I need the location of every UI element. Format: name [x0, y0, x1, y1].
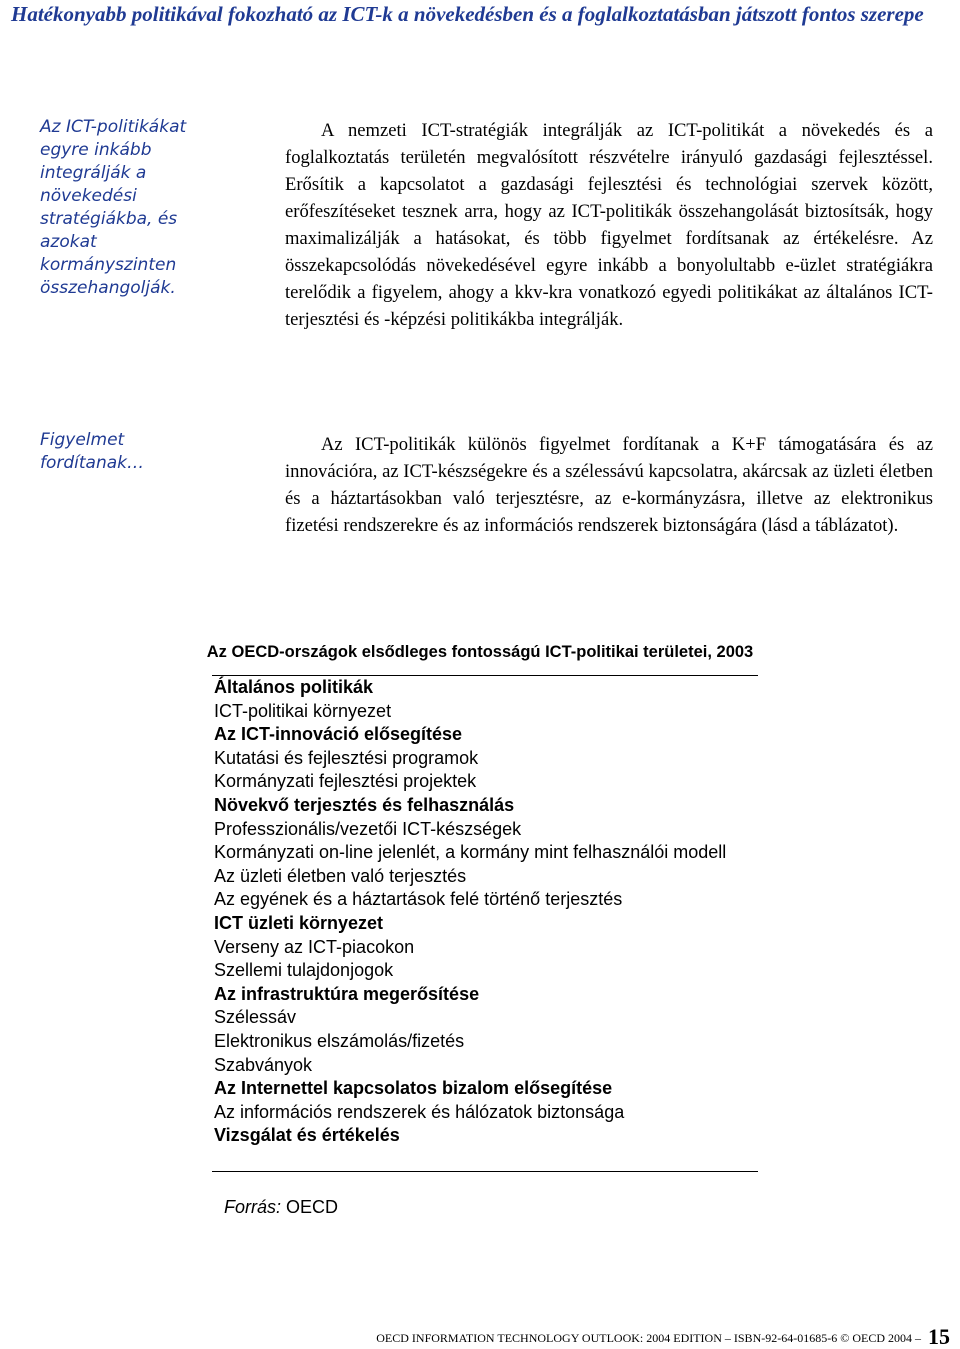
table-row: Verseny az ICT-piacokon: [214, 936, 415, 957]
table-source: [224, 1195, 338, 1219]
source-value: OECD: [286, 1197, 339, 1217]
table-row: Szabványok: [214, 1054, 313, 1075]
table-section-heading: ICT üzleti környezet: [214, 912, 384, 933]
footer-text: OECD INFORMATION TECHNOLOGY OUTLOOK: 2004 EDITION – ISBN-92-64-01685-6 © OECD 2004 –: [376, 1331, 921, 1345]
table-row: Szellemi tulajdonjogok: [214, 960, 394, 981]
table-section-heading: Az ICT-innováció elősegítése: [214, 724, 463, 745]
table-row: Kormányzati fejlesztési projektek: [214, 771, 477, 792]
table-row: Szélessáv: [214, 1007, 297, 1028]
policy-table: [214, 676, 774, 1148]
margin-note-attention: Figyelmet fordítanak…: [40, 430, 145, 473]
table-section-heading: Az infrastruktúra megerősítése: [214, 983, 480, 1004]
table-caption: Az OECD-országok elsődleges fontosságú ICT-politikai területei, 2003: [206, 643, 754, 661]
page-footer: [376, 1324, 950, 1349]
table-row: Professzionális/vezetői ICT-készségek: [214, 818, 522, 839]
table-row: Kormányzati on-line jelenlét, a kormány mint felhasználói modell: [214, 842, 727, 863]
table-row: ICT-politikai környezet: [214, 700, 392, 721]
body-paragraph: A nemzeti ICT-stratégiák integrálják az ICT-politikát a növekedés és a foglalkoztatás területén megvalósított részvételre irányuló gazdasági fejlesztéssel. Erősítik a kapcsolatot a gazdasági fejlesztési és technológiai szervek között, erőfeszítéseket tesznek arra, hogy az ICT-politikák összehangolását biztosítsák, hogy maximalizálják a hatásokat, és több figyelmet fordítsanak az értékelésre. Az összekapcsolódás növekedésével egyre inkább a bonyolultabb e-üzlet stratégiákra terelődik a figyelem, ahogy a kkv-kra vonatkozó egyedi politikákat az általános ICT-terjesztési és -képzési politikákba integrálják.: [285, 120, 933, 330]
page-number: 15: [928, 1324, 950, 1349]
margin-note-integration: Az ICT-politikákat egyre inkább integrálják a növekedési stratégiákba, és azokat kormányszinten összehangolják.: [40, 117, 187, 298]
table-row: Kutatási és fejlesztési programok: [214, 747, 479, 768]
table-row: Az üzleti életben való terjesztés: [214, 865, 467, 886]
table-section-heading: Általános politikák: [214, 677, 374, 697]
table-row: Az egyének és a háztartások felé történő terjesztés: [214, 889, 623, 910]
page-title: Hatékonyabb politikával fokozható az ICT-k a növekedésben és a foglalkoztatásban játszott fontos szerepe: [11, 2, 924, 26]
source-label: Forrás:: [224, 1197, 282, 1217]
table-row: Elektronikus elszámolás/fizetés: [214, 1030, 465, 1051]
body-paragraph: Az ICT-politikák különös figyelmet fordítanak a K+F támogatására és az innovációra, az ICT-készségekre és a szélessávú kapcsolatra, akárcsak az üzleti életben és a háztartásokban való terjesztésre, az e-kormányzásra, illetve az elektronikus fizetési rendszerekre és az információs rendszerek biztonságára (lásd a táblázatot).: [285, 434, 933, 536]
table-section-heading: Vizsgálat és értékelés: [214, 1125, 400, 1146]
table-row: Az információs rendszerek és hálózatok biztonsága: [214, 1101, 625, 1122]
table-section-heading: Az Internettel kapcsolatos bizalom elősegítése: [214, 1078, 613, 1099]
table-bottom-rule: [212, 1171, 758, 1172]
table-section-heading: Növekvő terjesztés és felhasználás: [214, 794, 515, 815]
